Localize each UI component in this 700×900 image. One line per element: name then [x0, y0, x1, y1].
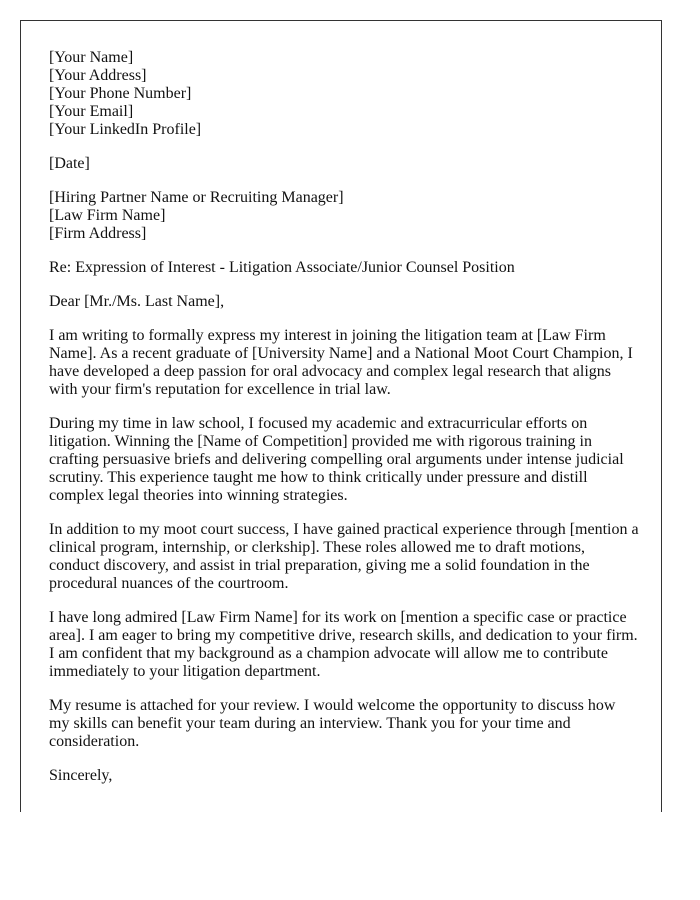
sender-block: [49, 49, 660, 139]
sender-address: [Your Address]: [49, 67, 147, 84]
sender-name: [Your Name]: [49, 49, 134, 66]
salutation-block: [49, 293, 660, 311]
recipient-address: [Firm Address]: [49, 225, 147, 242]
sender-linkedin: [Your LinkedIn Profile]: [49, 121, 202, 138]
subject-block: [49, 259, 660, 277]
letter-date: [Date]: [49, 155, 90, 172]
sender-email: [Your Email]: [49, 103, 134, 120]
recipient-block: [49, 189, 660, 243]
recipient-firm: [Law Firm Name]: [49, 207, 166, 224]
body-paragraph-4: I have long admired [Law Firm Name] for its work on [mention a specific case or practice area]. I am eager to bring my competitive drive, research skills, and dedication to your firm. I am confident that my background as a champion advocate will allow me to contribute immediately to your litigation department.: [49, 609, 638, 680]
body-paragraph-2: During my time in law school, I focused my academic and extracurricular efforts on litigation. Winning the [Name of Competition] provided me with rigorous training in crafting persuasive briefs and delivering compelling oral arguments under intense judicial scrutiny. This experience taught me how to think critically under pressure and distill complex legal theories into winning strategies.: [49, 415, 624, 504]
sender-phone: [Your Phone Number]: [49, 85, 192, 102]
body-paragraph-1: I am writing to formally express my interest in joining the litigation team at [Law Firm Name]. As a recent graduate of [University Name] and a National Moot Court Champion, I have developed a deep passion for oral advocacy and complex legal research that aligns with your firm's reputation for excellence in trial law.: [49, 327, 633, 398]
subject-line: Re: Expression of Interest - Litigation Associate/Junior Counsel Position: [49, 259, 515, 276]
recipient-name: [Hiring Partner Name or Recruiting Manager]: [49, 189, 344, 206]
closing-block: [49, 767, 660, 785]
date-block: [49, 155, 660, 173]
salutation: Dear [Mr./Ms. Last Name],: [49, 293, 225, 310]
body-paragraph-5: My resume is attached for your review. I would welcome the opportunity to discuss how my skills can benefit your team during an interview. Thank you for your time and consideration.: [49, 697, 616, 750]
body-paragraph-3: In addition to my moot court success, I have gained practical experience through [mention a clinical program, internship, or clerkship]. These roles allowed me to draft motions, conduct discovery, and assist in trial preparation, giving me a solid foundation in the procedural nuances of the courtroom.: [49, 521, 639, 592]
letter-page: [20, 20, 662, 812]
closing: Sincerely,: [49, 767, 113, 784]
